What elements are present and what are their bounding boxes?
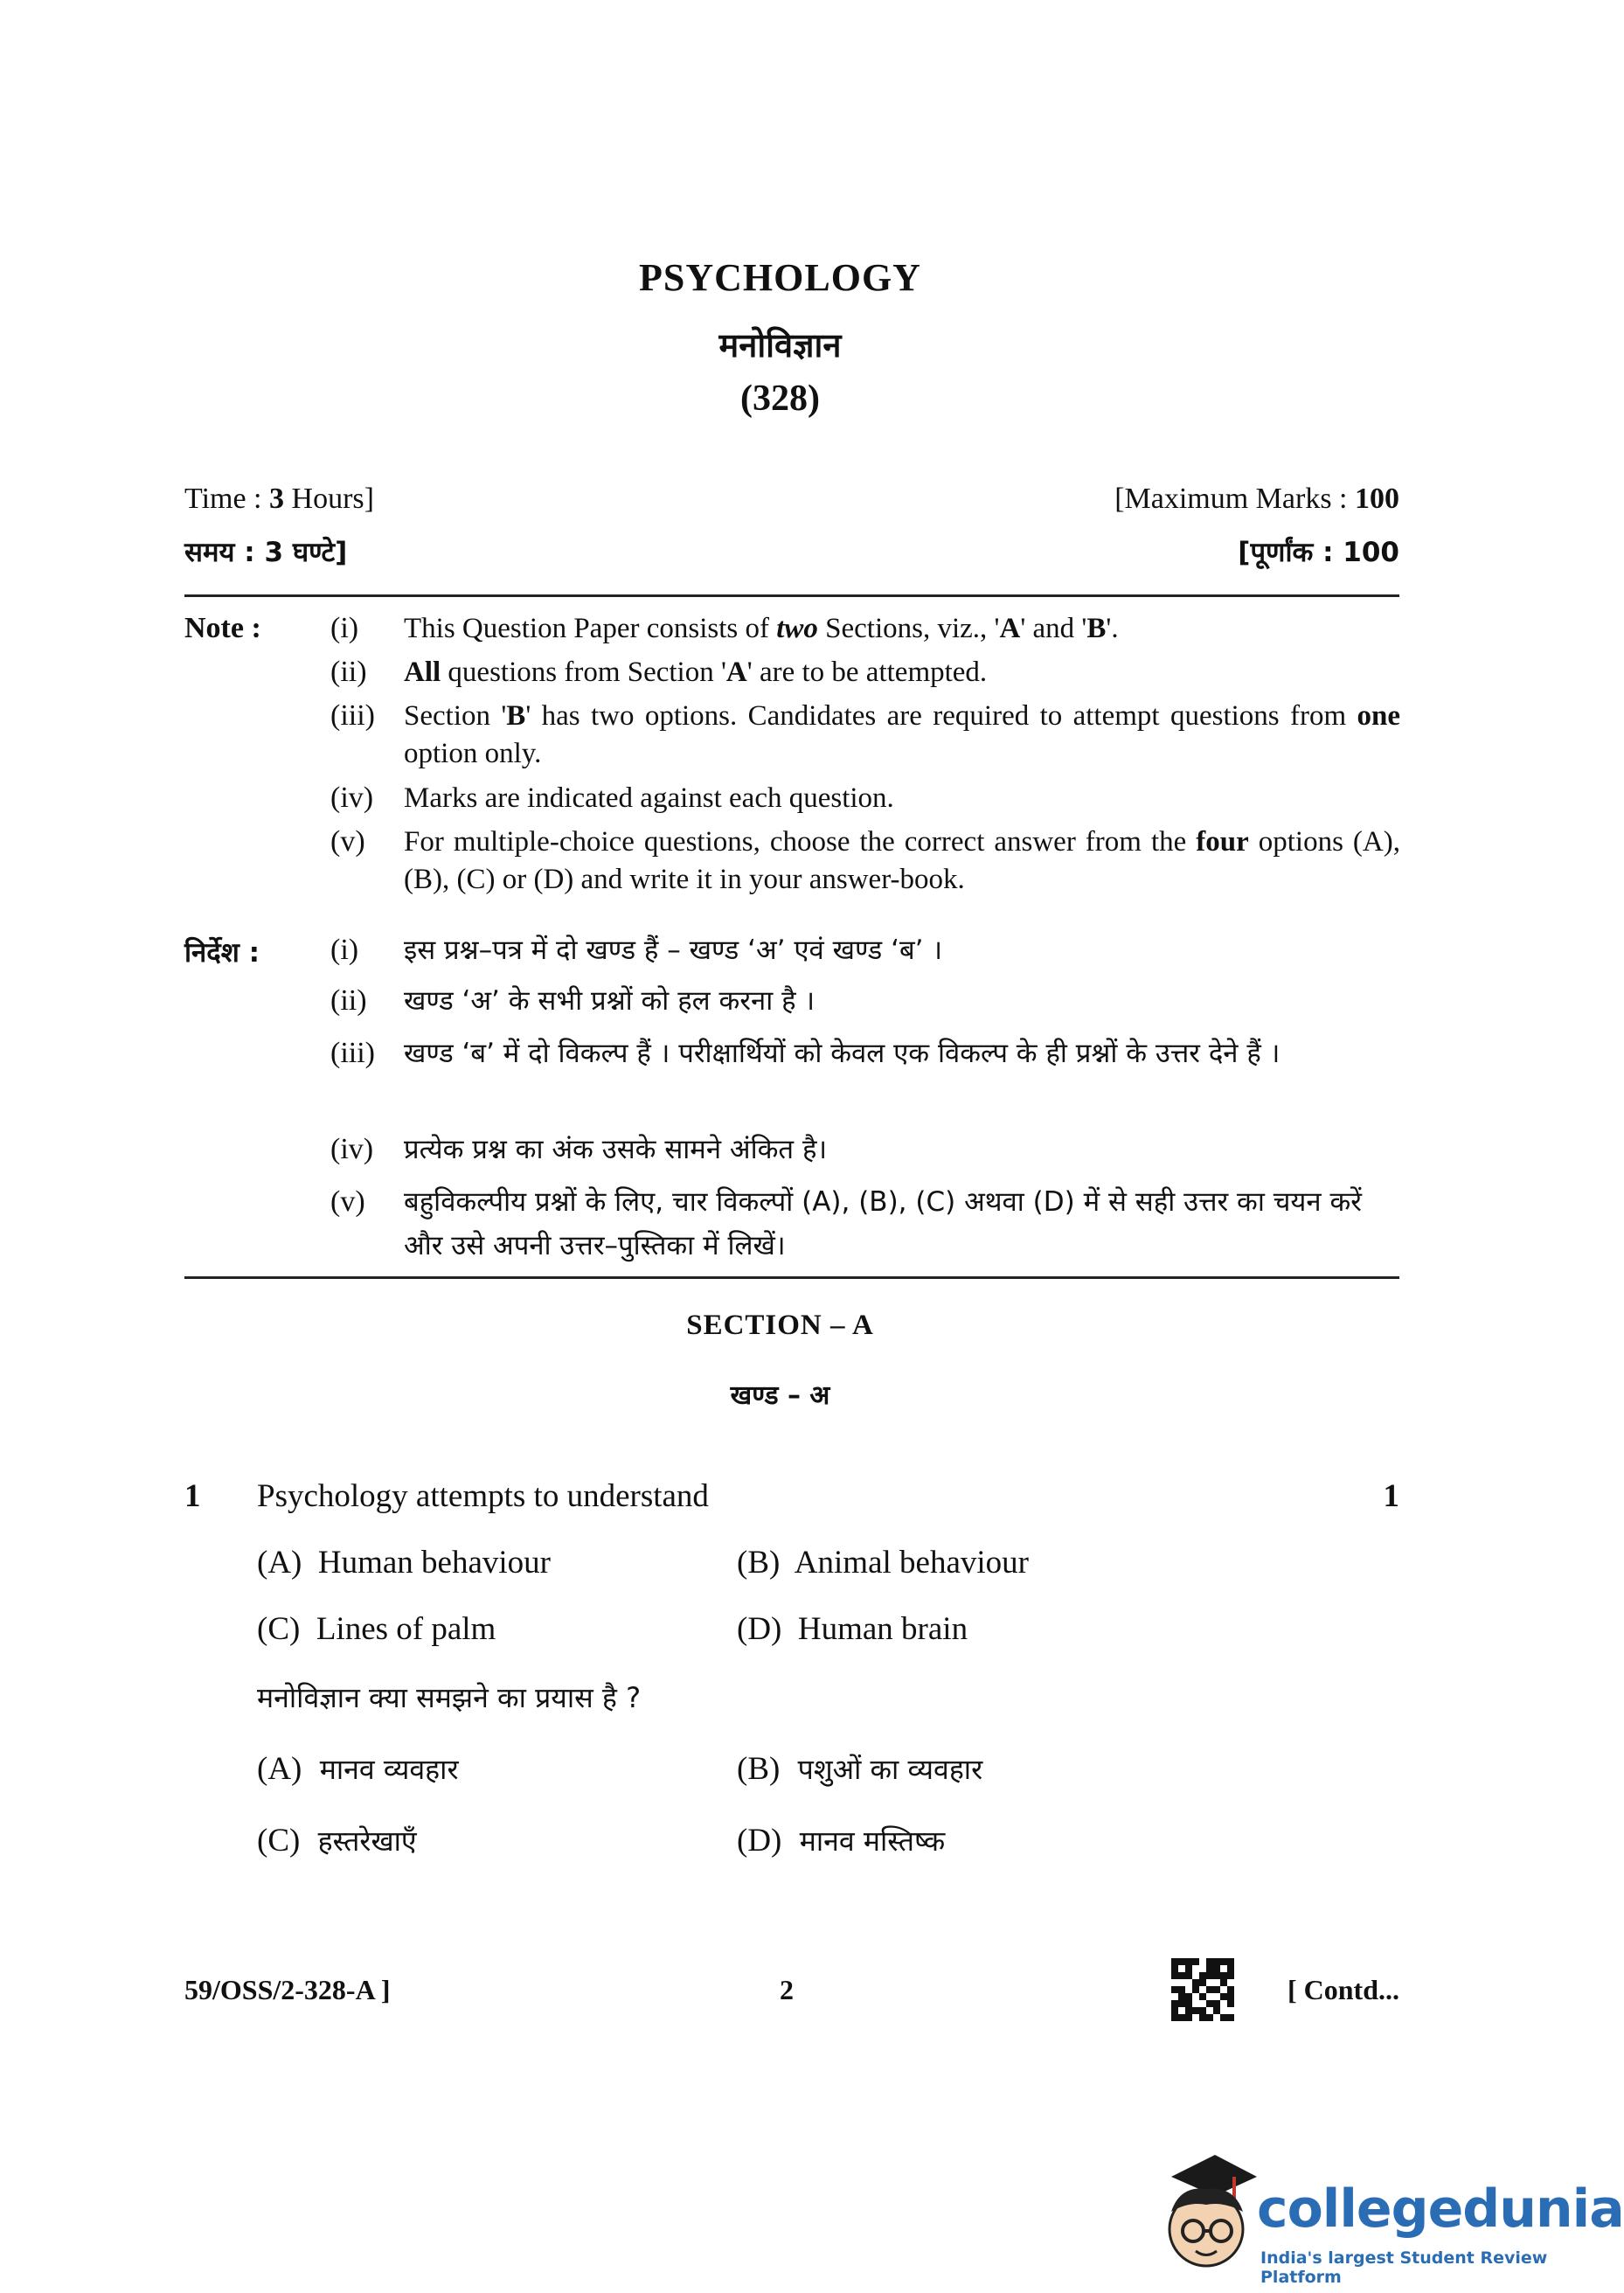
note-label: Note :: [184, 612, 261, 644]
question-number: 1: [184, 1478, 201, 1514]
option-a: (A) Human behaviour: [257, 1545, 551, 1581]
question-marks: 1: [1383, 1478, 1399, 1514]
option-c: (C) Lines of palm: [257, 1611, 496, 1647]
nirdesh-item: खण्ड ‘ब’ में दो विकल्प हैं । परीक्षार्थियों को केवल एक विकल्प के ही प्रश्नों के उत्तर देने हैं ।: [404, 1038, 1280, 1069]
option-d: (D) Human brain: [737, 1611, 968, 1647]
paper-title: PSYCHOLOGY: [639, 256, 921, 299]
nirdesh-num: (iv): [330, 1133, 374, 1165]
option-c-hindi: (C) हस्तरेखाएँ: [257, 1823, 417, 1859]
nirdesh-item: बहुविकल्पीय प्रश्नों के लिए, चार विकल्पों (A), (B), (C) अथवा (D) में से सही उत्तर का चयन करें और उसे अपनी उत्तर–पुस्तिका में लिखें।: [404, 1186, 1362, 1261]
max-marks-hindi: [पूर्णांक : 100: [1238, 537, 1399, 568]
time-unit: Hours]: [284, 483, 374, 515]
nirdesh-label: निर्देश :: [184, 937, 260, 969]
paper-title-hindi: मनोविज्ञान: [718, 326, 842, 365]
nirdesh-num: (i): [330, 934, 359, 966]
note-item: Marks are indicated against each question.: [404, 782, 894, 814]
nirdesh-num: (v): [330, 1185, 365, 1218]
question-text: Psychology attempts to understand: [257, 1478, 709, 1514]
collegedunia-watermark: [1136, 2142, 1624, 2290]
student-mascot-icon: [1154, 2151, 1259, 2282]
nirdesh-num: (iii): [330, 1037, 375, 1069]
note-item: Section 'B' has two options. Candidates are required to attempt questions from one option only.: [404, 700, 1400, 769]
note-num: (iii): [330, 699, 375, 732]
nirdesh-item: इस प्रश्न–पत्र में दो खण्ड हैं – खण्ड ‘अ’ एवं खण्ड ‘ब’ ।: [404, 935, 943, 966]
time-info-hindi: समय : 3 घण्टे]: [184, 537, 348, 568]
nirdesh-item: खण्ड ‘अ’ के सभी प्रश्नों को हल करना है ।: [404, 985, 815, 1017]
note-num: (ii): [330, 656, 367, 688]
section-title-hindi: खण्ड – अ: [730, 1380, 830, 1411]
option-d-hindi: (D) मानव मस्तिष्क: [737, 1823, 946, 1859]
option-b: (B) Animal behaviour: [737, 1545, 1029, 1581]
time-value: 3: [269, 483, 285, 515]
page-number: 2: [780, 1974, 794, 2005]
note-num: (iv): [330, 782, 374, 814]
note-item: For multiple-choice questions, choose the correct answer from the four options (A), (B), (C) or (D) and write it in your answer-book.: [404, 826, 1400, 895]
nirdesh-num: (ii): [330, 984, 367, 1017]
note-num: (i): [330, 612, 359, 644]
max-marks-info: [1114, 483, 1399, 516]
note-item: This Question Paper consists of two Sections, viz., 'A' and 'B'.: [404, 613, 1119, 644]
instructions-divider: [184, 1276, 1399, 1279]
time-info: [184, 483, 374, 516]
option-a-hindi: (A) मानव व्यवहार: [257, 1751, 459, 1787]
note-item: All questions from Section 'A' are to be attempted.: [404, 657, 988, 688]
paper-code: 59/OSS/2-328-A ]: [184, 1974, 391, 2005]
qr-code-icon: [1171, 1958, 1234, 2021]
option-b-hindi: (B) पशुओं का व्यवहार: [737, 1751, 983, 1787]
marks-label: [Maximum Marks :: [1114, 483, 1355, 515]
brand-name: collegedunia: [1257, 2178, 1624, 2240]
subject-code: (328): [740, 379, 820, 419]
section-title: SECTION – A: [686, 1310, 874, 1341]
contd-label: [ Contd...: [1287, 1974, 1399, 2005]
brand-tagline: India's largest Student Review Platform: [1260, 2248, 1548, 2287]
question-text-hindi: मनोविज्ञान क्या समझने का प्रयास है ?: [257, 1681, 642, 1714]
top-divider: [184, 594, 1399, 597]
note-num: (v): [330, 825, 365, 858]
nirdesh-item: प्रत्येक प्रश्न का अंक उसके सामने अंकित है।: [404, 1134, 828, 1165]
marks-value: 100: [1355, 483, 1399, 515]
time-label: Time :: [184, 483, 270, 515]
